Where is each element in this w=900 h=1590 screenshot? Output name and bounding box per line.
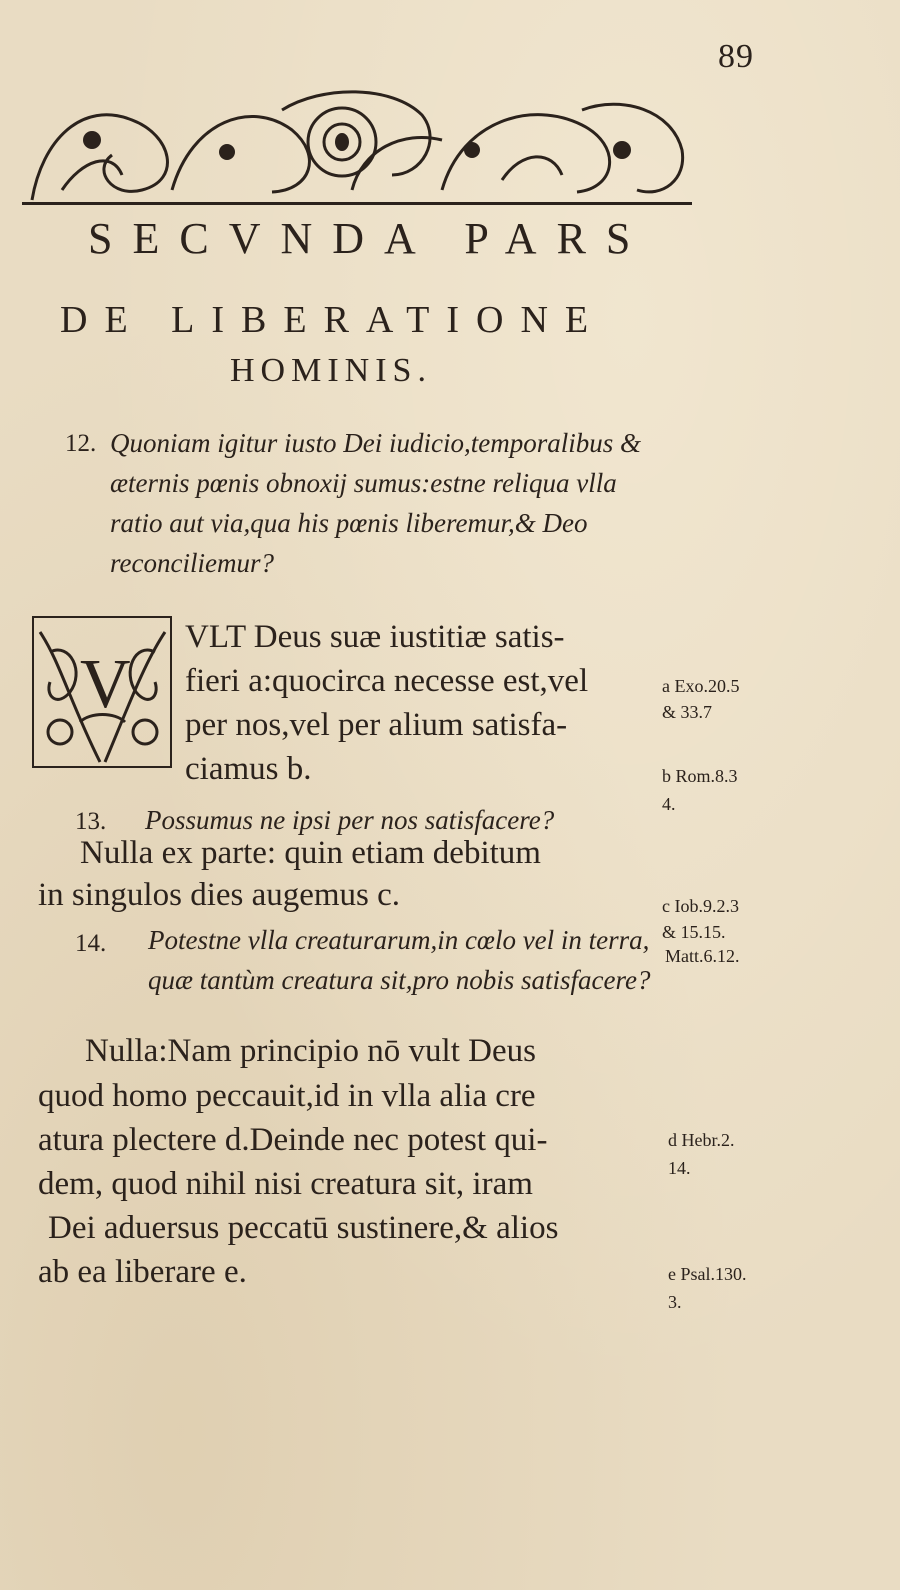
section-subtitle: HOMINIS. — [230, 352, 432, 389]
question-13-text: Possumus ne ipsi per nos satisfacere? — [145, 805, 555, 835]
question-number-14: 14. — [75, 930, 107, 957]
question-14-text: Potestne vlla creaturarum,in cœlo vel in terra, quæ tantùm creatura sit,pro nobis satisfacere? — [148, 925, 651, 995]
answer-12-line-2: fieri a:quocirca necesse est,vel — [185, 663, 589, 699]
margin-ref-a-cont: & 33.7 — [662, 702, 713, 722]
page-number: 89 — [718, 38, 754, 75]
answer-14-line-3: atura plectere d.Deinde nec potest qui- — [38, 1122, 548, 1158]
margin-ref-b-cont: 4. — [662, 794, 676, 814]
svg-text:V: V — [80, 646, 131, 723]
margin-ref-d: d Hebr.2. — [668, 1130, 735, 1150]
margin-ref-b: b Rom.8.3 — [662, 766, 738, 786]
margin-ref-c: c Iob.9.2.3 — [662, 896, 739, 916]
margin-ref-c-cont: & 15.15. — [662, 922, 726, 942]
question-12-text: Quoniam igitur iusto Dei iudicio,temporalibus & æternis pœnis obnoxij sumus:estne reliqua vlla ratio aut via,qua his pœnis liberemur,& Deo reconciliemur? — [110, 428, 641, 578]
answer-13-line-1: Nulla ex parte: quin etiam debitum — [80, 835, 541, 871]
answer-14-line-2: quod homo peccauit,id in vlla alia cre — [38, 1078, 536, 1114]
question-number-12: 12. — [65, 430, 97, 457]
margin-ref-a: a Exo.20.5 — [662, 676, 740, 696]
answer-13-line-2: in singulos dies augemus c. — [38, 877, 401, 913]
answer-14-line-1: Nulla:Nam principio nō vult Deus — [85, 1033, 536, 1069]
answer-14-line-6: ab ea liberare e. — [38, 1254, 247, 1290]
decorated-initial-icon — [30, 612, 175, 772]
question-number-13: 13. — [75, 808, 107, 835]
margin-ref-c-cont2: Matt.6.12. — [665, 946, 740, 966]
ornamental-headpiece-icon — [22, 80, 692, 205]
margin-ref-d-cont: 14. — [668, 1158, 691, 1178]
answer-14-line-4: dem, quod nihil nisi creatura sit, iram — [38, 1166, 533, 1202]
margin-ref-e: e Psal.130. — [668, 1264, 747, 1284]
answer-14-line-5: Dei aduersus peccatū sustinere,& alios — [48, 1210, 559, 1246]
answer-12-line-4: ciamus b. — [185, 751, 312, 787]
answer-12-line-3: per nos,vel per alium satisfa- — [185, 707, 568, 743]
margin-ref-e-cont: 3. — [668, 1292, 682, 1312]
part-title: SECVNDA PARS — [88, 214, 651, 263]
answer-12-line-1: VLT Deus suæ iustitiæ satis- — [185, 619, 565, 655]
section-title: DE LIBERATIONE — [60, 299, 606, 341]
